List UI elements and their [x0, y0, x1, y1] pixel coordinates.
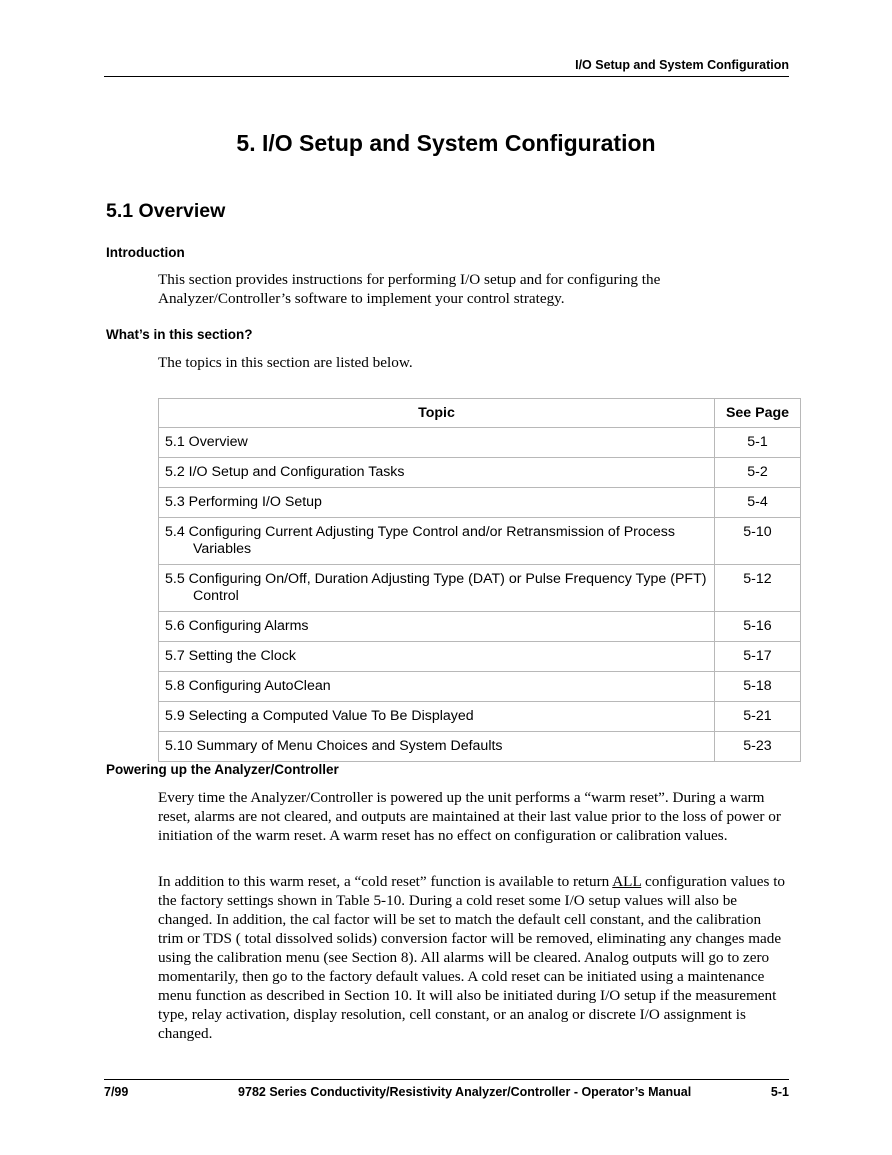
topic-cell: 5.5 Configuring On/Off, Duration Adjusting Type (DAT) or Pulse Frequency Type (PFT) Control — [165, 571, 707, 604]
table-row — [159, 458, 801, 488]
page-cell: 5-4 — [715, 488, 801, 518]
topic-cell: 5.3 Performing I/O Setup — [165, 494, 322, 510]
cold-reset-text-end: configuration values to the factory settings shown in Table 5-10. During a cold reset some I/O setup values will also be changed. In addition, the cal factor will be set to match the default cell constant, and the calibration trim or TDS ( total dissolved solids) conversion factor will be removed, eliminating any changes made using the calibration menu (see Section 8). All alarms will be cleared. Analog outputs will go to zero momentarily, then go to the factory default values. A cold reset can be initiated using a maintenance menu function as described in Section 10. It will also be initiated during I/O setup if the measurement type, relay activation, display resolution, cell constant, or an analog or discrete I/O assignment is changed. — [158, 873, 786, 1042]
page-cell: 5-2 — [715, 458, 801, 488]
page-cell: 5-21 — [715, 702, 801, 732]
topic-cell: 5.4 Configuring Current Adjusting Type Control and/or Retransmission of Process Variables — [165, 524, 675, 557]
topic-cell: 5.1 Overview — [165, 434, 248, 450]
page-cell: 5-23 — [715, 732, 801, 762]
page-cell: 5-1 — [715, 428, 801, 458]
table-row — [159, 702, 801, 732]
page-cell: 5-17 — [715, 642, 801, 672]
running-header — [104, 58, 789, 77]
page-cell: 5-18 — [715, 672, 801, 702]
table-row — [159, 612, 801, 642]
introduction-heading: Introduction — [106, 245, 185, 260]
table-row — [159, 565, 801, 612]
page-cell: 5-10 — [715, 518, 801, 565]
chapter-title: 5. I/O Setup and System Configuration — [236, 130, 656, 156]
running-footer — [104, 1079, 789, 1099]
footer-page-number: 5-1 — [770, 1085, 789, 1099]
table-row — [159, 732, 801, 762]
introduction-text: This section provides instructions for performing I/O setup and for configuring the Analyzer/Controller’s software to implement your control strategy. — [158, 271, 661, 307]
topic-cell: 5.9 Selecting a Computed Value To Be Displayed — [165, 708, 474, 724]
whats-in-heading: What’s in this section? — [106, 327, 253, 342]
topic-cell: 5.10 Summary of Menu Choices and System Defaults — [165, 738, 503, 754]
topic-cell: 5.6 Configuring Alarms — [165, 618, 309, 634]
footer-manual-title: 9782 Series Conductivity/Resistivity Analyzer/Controller - Operator’s Manual — [238, 1085, 692, 1099]
footer-date: 7/99 — [104, 1085, 129, 1099]
see-page-column-header: See Page — [715, 399, 801, 428]
table-row — [159, 428, 801, 458]
whats-in-text: The topics in this section are listed below. — [158, 354, 413, 371]
topic-cell: 5.8 Configuring AutoClean — [165, 678, 331, 694]
table-header-row — [159, 399, 801, 428]
section-title: 5.1 Overview — [106, 200, 226, 222]
page-cell: 5-16 — [715, 612, 801, 642]
table-row — [159, 642, 801, 672]
running-header-title: I/O Setup and System Configuration — [575, 58, 789, 72]
cold-reset-paragraph — [158, 872, 790, 1043]
cold-reset-text-start: In addition to this warm reset, a “cold reset” function is available to return — [158, 873, 613, 890]
emphasized-all: ALL — [612, 873, 642, 890]
topic-cell: 5.7 Setting the Clock — [165, 648, 296, 664]
page-cell: 5-12 — [715, 565, 801, 612]
table-row — [159, 672, 801, 702]
table-row — [159, 518, 801, 565]
topic-cell: 5.2 I/O Setup and Configuration Tasks — [165, 464, 405, 480]
topic-table — [158, 398, 801, 762]
topic-column-header: Topic — [159, 399, 715, 428]
table-row — [159, 488, 801, 518]
warm-reset-paragraph: Every time the Analyzer/Controller is powered up the unit performs a “warm reset”. During a warm reset, alarms are not cleared, and outputs are maintained at their last value prior to the loss of power or initiation of the warm reset. A warm reset has no effect on configuration or calibration values. — [158, 789, 781, 844]
powering-up-heading: Powering up the Analyzer/Controller — [106, 762, 339, 777]
